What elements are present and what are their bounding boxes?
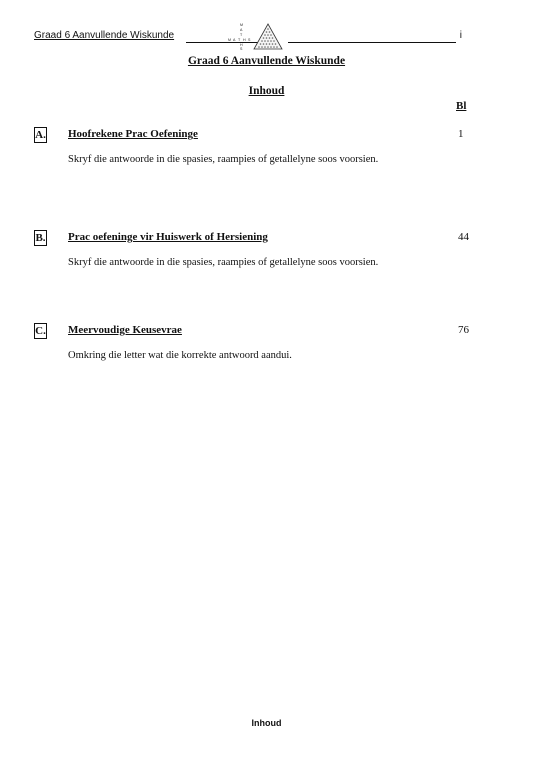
section-page-number: 1	[458, 128, 464, 140]
page-footer: Inhoud	[251, 718, 282, 728]
svg-text:H: H	[240, 43, 243, 47]
header-title: Graad 6 Aanvullende Wiskunde	[34, 30, 175, 41]
section-description: Skryf die antwoorde in die spasies, raampies of getallelyne soos voorsien.	[68, 154, 379, 165]
section-title[interactable]: Hoofrekene Prac Oefeninge	[68, 128, 198, 140]
section-description: Skryf die antwoorde in die spasies, raampies of getallelyne soos voorsien.	[68, 257, 379, 268]
page-column-label: Bl	[456, 100, 467, 112]
section-letter: A.	[35, 129, 46, 141]
svg-text:T: T	[240, 33, 243, 37]
section-title[interactable]: Prac oefeninge vir Huiswerk of Hersiening	[68, 231, 268, 243]
document-title: Graad 6 Aanvullende Wiskunde	[187, 55, 346, 67]
section-letter: C.	[35, 325, 46, 337]
section-page-number: 44	[458, 231, 469, 243]
section-title[interactable]: Meervoudige Keusevrae	[68, 324, 182, 336]
svg-text:H: H	[243, 38, 246, 42]
section-letter: B.	[35, 232, 46, 244]
section-description: Omkring die letter wat die korrekte antwoord aandui.	[68, 350, 292, 361]
svg-text:S: S	[240, 47, 243, 50]
contents-heading: Inhoud	[248, 85, 285, 97]
maths-triangle-logo-icon	[224, 22, 286, 50]
svg-text:S: S	[248, 38, 251, 42]
svg-text:A: A	[240, 28, 243, 32]
svg-text:T: T	[238, 38, 241, 42]
section-page-number: 76	[458, 324, 469, 336]
page-header	[34, 22, 462, 52]
svg-text:M: M	[240, 23, 243, 27]
header-page-number: i	[459, 30, 462, 41]
header-rule-right	[288, 42, 456, 43]
svg-text:M: M	[228, 38, 231, 42]
svg-text:A: A	[233, 38, 236, 42]
